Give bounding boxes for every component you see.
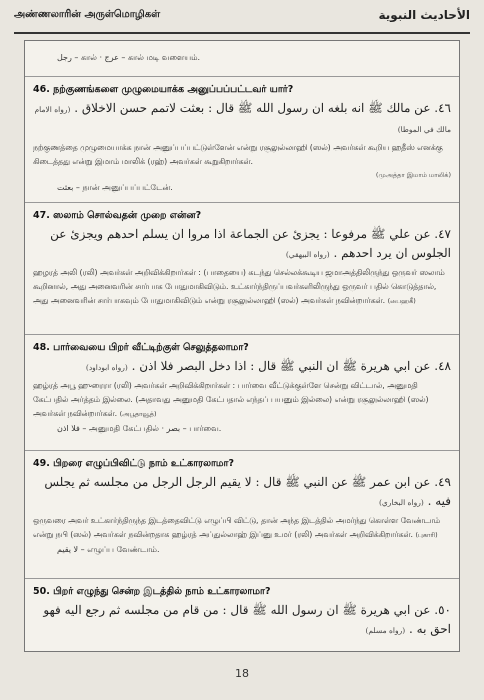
hadith-49-title: 49. பிறரை எழுப்பிவிட்டு நாம் உட்காரலாமா? bbox=[33, 458, 235, 469]
hadith-49-text: ஒருவரை அவர் உட்கார்ந்திருந்த இடத்தைவிட்டு எழுப்பி விட்டு, தான் அந்த இடத்தில் அமர்ந்து கொள்ள வேண்டாம் என்று நபி (ஸல்) அவர்கள் நவின்றதாக ஹழ்ரத் அப்துல்லாஹ் இப்னு உமர் (ரலி) அவர்கள் அறிவிக்கிறார்கள். (புகாரி) bbox=[33, 516, 441, 539]
hadith-47-text: ஹழரத் அலி (ரலி) அவர்கள் அறிவிக்கிறார்கள் : (பாதையை) கடந்து செல்லக்கூடிய ஜமாஅத்திலிருந்து ஒருவர் ஸலாம் கூறினால், அது அனைவரின் சார்பாக போதுமாகிவிடும். உட்கார்ந்திருப்பவர்களிலிருந்து ஒருவர் பதில் கொடுத்தால், அது அனைவரின் சார்பாகவும் போதுமாகிவிடும் என்று ரசூலுல்லாஹி (ஸல்) அவர்கள் நவின்றார்கள். (பைஹகீ) bbox=[33, 268, 445, 305]
hadith-46-arabic-source: (رواه الامام مالك في الموطا) bbox=[34, 105, 451, 134]
hadith-49-arabic-source: (رواه البخاري) bbox=[379, 498, 424, 507]
hadith-47 bbox=[25, 203, 459, 335]
hadith-48-source: (அபூதாவூத்) bbox=[119, 410, 157, 418]
hadith-50-arabic: ٥٠. عن ابي هريرة ﷺ ان رسول الله ﷺ قال : من قام من مجلسه ثم رجع اليه فهو احق به . (رواه مسلم) bbox=[43, 603, 451, 636]
hadith-47-arabic: ٤٧. عن علي ﷺ مرفوعا : يجزئ عن الجماعة اذا مروا ان يسلم احدهم ويجزئ عن الجلوس ان يرد احدهم . (رواه البيهقي) bbox=[50, 227, 451, 260]
intro-vocab: رجل – கால் · عرج – கால் மடி வளையம். bbox=[57, 53, 201, 62]
hadith-49-vocab: لا يقيم – எழுப்ப வேண்டாம். bbox=[57, 545, 160, 554]
hadith-46-title: 46. நற்குணங்களை முழுமையாக்க அனுப்பப்பட்டவர் யார்? bbox=[33, 84, 294, 95]
hadith-46-vocab: بعثت – நான் அனுப்பப்பட்டேன். bbox=[57, 183, 173, 192]
hadith-49-source: (புகாரி) bbox=[415, 531, 438, 539]
header-rule bbox=[14, 32, 470, 34]
hadith-48-vocab: فلا اذن – அனுமதி கேட்பதில் · بصر – பார்வை. bbox=[57, 424, 222, 433]
hadith-48-arabic-source: (رواه ابوداود) bbox=[85, 363, 128, 372]
hadith-49 bbox=[25, 451, 459, 579]
page-header bbox=[14, 0, 470, 30]
hadith-48-arabic: ٤٨. عن ابي هريرة ﷺ ان النبي ﷺ قال : اذا دخل البصر فلا اذن . (رواه ابوداود) bbox=[85, 359, 451, 373]
hadith-46-arabic: ٤٦. عن مالك ﷺ انه بلغه ان رسول الله ﷺ قال : بعثت لاتمم حسن الاخلاق . (رواه الامام مالك في الموطا) bbox=[34, 101, 451, 134]
hadith-47-source: (பைஹகீ) bbox=[387, 297, 416, 305]
header-tamil-title: அண்ணலாரின் அருள்மொழிகள் bbox=[14, 9, 161, 20]
hadith-48-text: ஹழ்ரத் அபூ ஹுரைரா (ரலி) அவர்கள் அறிவிக்கிறார்கள் : பார்வை வீட்டுக்குள்ளே சென்று விட்டால், அனுமதி கேட்பதில் அர்த்தம் இல்லை. (அதாவது அனுமதி கேட்பதால் எந்தப் பயனும் இல்லை) என்று ரசூலுல்லாஹி (ஸல்) அவர்கள் நவின்றார்கள். (அபூதாவூத்) bbox=[33, 381, 429, 418]
hadith-50 bbox=[25, 579, 459, 649]
intro-vocab-section bbox=[25, 41, 459, 77]
page-number: 18 bbox=[235, 667, 249, 680]
header-arabic-title: الأحاديث النبوية bbox=[378, 8, 470, 22]
hadith-47-title: 47. ஸலாம் சொல்வதன் முறை என்ன? bbox=[33, 210, 202, 221]
hadith-50-arabic-source: (رواه مسلم) bbox=[365, 626, 406, 635]
content-frame bbox=[24, 40, 460, 652]
hadith-48 bbox=[25, 335, 459, 451]
hadith-50-title: 50. பிறர் எழுந்து சென்ற இடத்தில் நாம் உட்காரலாமா? bbox=[33, 586, 271, 597]
hadith-47-arabic-source: (رواه البيهقي) bbox=[285, 250, 330, 259]
hadith-49-arabic: ٤٩. عن ابن عمر ﷺ عن النبي ﷺ قال : لا يقيم الرجل الرجل من مجلسه ثم يجلس فيه . (رواه البخاري) bbox=[44, 475, 451, 508]
hadith-46-source: (முஅத்தா இமாம் மாலிக்) bbox=[375, 171, 451, 179]
hadith-46-text: நற்குணத்தை முழுமையாக்க நான் அனுப்பப்பட்டுள்ளேன் என்று ரசூலுல்லாஹி (ஸல்) அவர்கள் கூறிய ஹதீஸ் எனக்கு கிடைத்தது என்று இமாம் மாலிக் (ரஹ்) அவர்கள் கூறுகிறார்கள். bbox=[33, 143, 443, 166]
hadith-46 bbox=[25, 77, 459, 203]
hadith-48-title: 48. பார்வையை பிறர் வீட்டிற்குள் செலுத்தலாமா? bbox=[33, 342, 249, 353]
